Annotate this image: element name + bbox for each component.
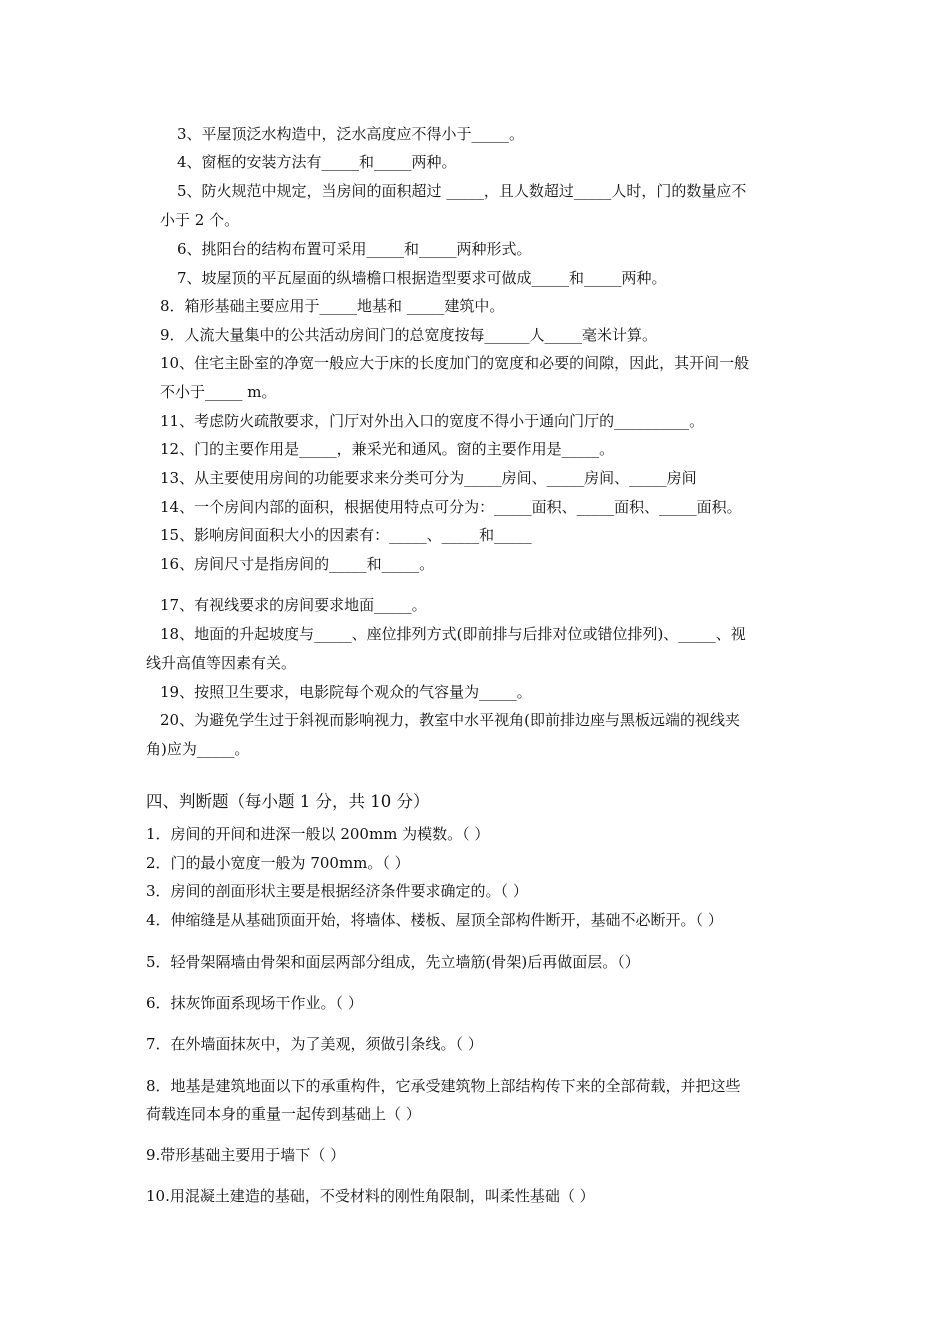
item-text: 3、平屋顶泛水构造中，泛水高度应不得小于_____。 [177,125,525,143]
item-text: 19、按照卫生要求，电影院每个观众的气容量为_____。 [160,683,532,701]
section-heading-text: 四、判断题（每小题 1 分，共 10 分） [146,792,430,811]
item-text: 不小于_____ m。 [160,383,277,401]
item-text: 2．门的最小宽度一般为 700mm。（ ） [146,854,410,872]
item-text: 12、门的主要作用是_____，兼采光和通风。窗的主要作用是_____。 [160,440,615,458]
item-text: 角)应为_____。 [146,740,250,758]
judgment-item-1 [146,824,489,844]
item-text: 线升高值等因素有关。 [146,654,297,672]
fill-in-item-5 [177,181,746,201]
judgment-item-3 [146,881,528,901]
item-text: 10、住宅主卧室的净宽一般应大于床的长度加门的宽度和必要的间隙，因此，其开间一般 [160,354,750,372]
section-four-heading [146,792,429,812]
item-text: 9．人流大量集中的公共活动房间门的总宽度按每______人_____毫米计算。 [160,326,658,344]
fill-in-item-5-continued [160,210,239,230]
fill-in-item-19 [160,682,532,702]
item-text: 20、为避免学生过于斜视而影响视力，教室中水平视角(即前排边座与黑板远端的视线夹 [160,711,740,729]
fill-in-item-11 [160,411,704,431]
item-text: 荷载连同本身的重量一起传到基础上（ ） [146,1105,421,1123]
item-text: 6、挑阳台的结构布置可采用_____和_____两种形式。 [177,240,532,258]
fill-in-item-17 [160,595,427,615]
judgment-item-10 [146,1186,595,1206]
item-text: 6．抹灰饰面系现场干作业。（ ） [146,994,363,1012]
judgment-item-2 [146,853,410,873]
fill-in-item-4 [177,152,457,172]
fill-in-item-9 [160,325,657,345]
fill-in-item-18-continued [146,653,296,673]
item-text: 1．房间的开间和进深一般以 200mm 为模数。（ ） [146,825,490,843]
fill-in-item-12 [160,439,614,459]
item-text: 9.带形基础主要用于墙下（ ） [146,1146,346,1164]
judgment-item-9 [146,1145,345,1165]
item-text: 7．在外墙面抹灰中，为了美观，须做引条线。（ ） [146,1035,483,1053]
judgment-item-4 [146,910,723,930]
fill-in-item-7 [177,268,667,288]
item-text: 15、影响房间面积大小的因素有：_____、_____和_____ [160,526,532,544]
fill-in-item-20 [160,710,740,730]
item-text: 14、一个房间内部的面积，根据使用特点可分为：_____面积、_____面积、_____面积。 [160,498,742,516]
fill-in-item-20-continued [146,739,249,759]
judgment-item-6 [146,993,363,1013]
item-text: 8．箱形基础主要应用于_____地基和 _____建筑中。 [160,297,505,315]
item-text: 10.用混凝土建造的基础，不受材料的刚性角限制，叫柔性基础（ ） [146,1187,595,1205]
fill-in-item-14 [160,497,742,517]
item-text: 17、有视线要求的房间要求地面_____。 [160,596,427,614]
fill-in-item-6 [177,239,532,259]
item-text: 7、坡屋顶的平瓦屋面的纵墙檐口根据造型要求可做成_____和_____两种。 [177,269,667,287]
fill-in-item-3 [177,124,524,144]
item-text: 4．伸缩缝是从基础顶面开始，将墙体、楼板、屋顶全部构件断开，基础不必断开。（ ） [146,911,723,929]
item-text: 小于 2 个。 [160,211,240,229]
fill-in-item-10 [160,353,749,373]
fill-in-item-10-continued [160,382,277,402]
item-text: 16、房间尺寸是指房间的_____和_____。 [160,555,435,573]
item-text: 13、从主要使用房间的功能要求来分类可分为_____房间、_____房间、_____房间 [160,469,697,487]
item-text: 3．房间的剖面形状主要是根据经济条件要求确定的。（ ） [146,882,528,900]
item-text: 18、地面的升起坡度与_____、座位排列方式(即前排与后排对位或错位排列)、_____、视 [160,625,746,643]
fill-in-item-8 [160,296,504,316]
judgment-item-8 [146,1076,741,1096]
fill-in-item-18 [160,624,746,644]
fill-in-item-15 [160,525,532,545]
item-text: 4、窗框的安装方法有_____和_____两种。 [177,153,457,171]
judgment-item-5 [146,952,640,972]
item-text: 5、防火规范中规定，当房间的面积超过 _____，且人数超过_____人时，门的数量应不 [177,182,747,200]
judgment-item-7 [146,1034,483,1054]
fill-in-item-13 [160,468,697,488]
fill-in-item-16 [160,554,434,574]
judgment-item-8-continued [146,1104,421,1124]
item-text: 8．地基是建筑地面以下的承重构件，它承受建筑物上部结构传下来的全部荷载，并把这些 [146,1077,741,1095]
item-text: 11、考虑防火疏散要求，门厅对外出入口的宽度不得小于通向门厅的__________。 [160,412,705,430]
item-text: 5．轻骨架隔墙由骨架和面层两部分组成，先立墙筋(骨架)后再做面层。（） [146,953,640,971]
